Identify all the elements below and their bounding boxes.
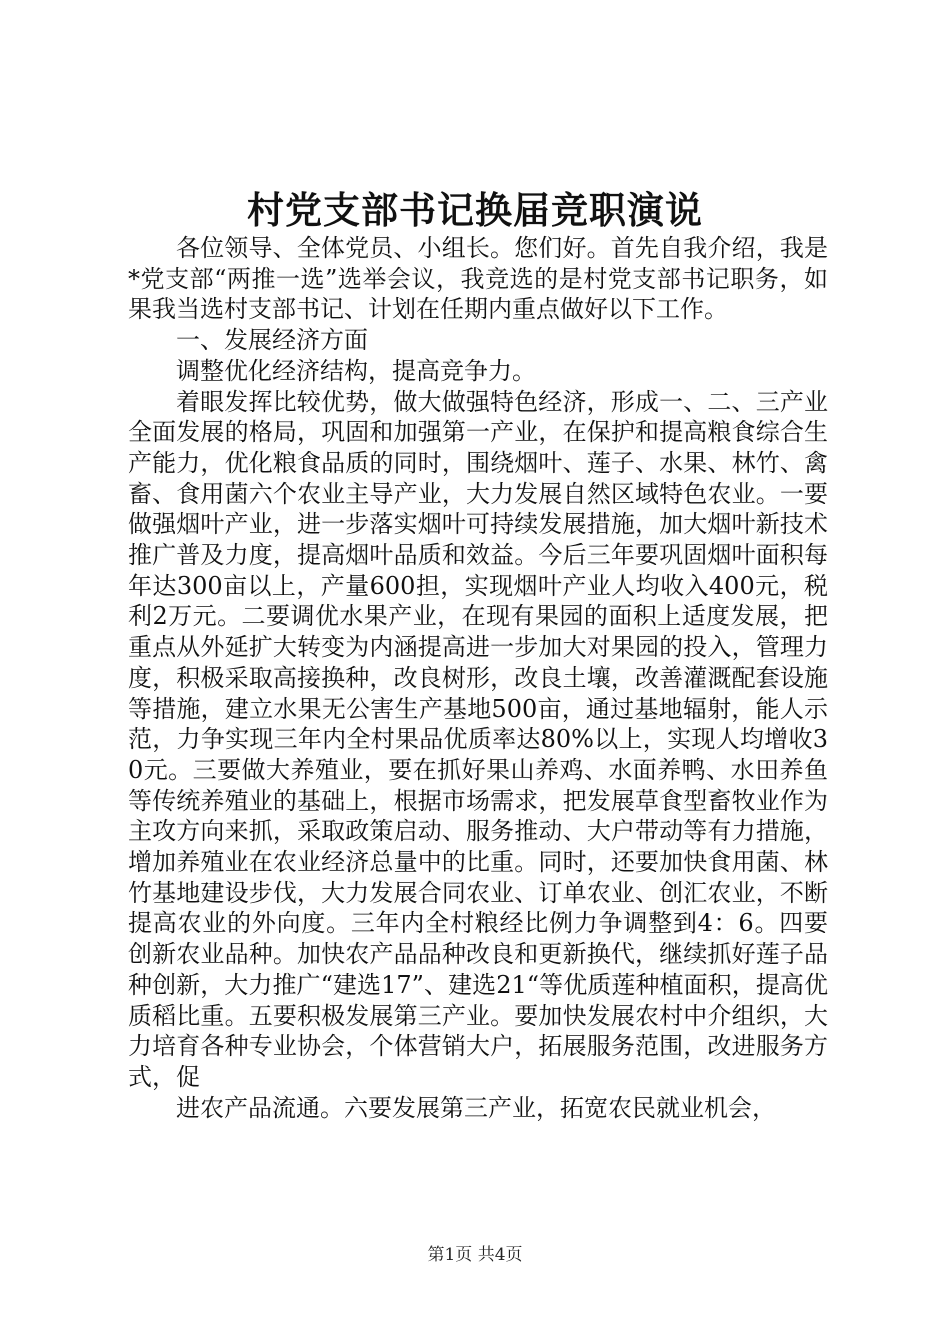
paragraph-greeting: 各位领导、全体党员、小组长。您们好。首先自我介绍，我是*党支部“两推一选”选举会议，我竞选的是村党支部书记职务，如果我当选村支部书记、计划在任期内重点做好以下工作。 [128,234,828,324]
section-heading: 一、发展经济方面 [176,326,368,355]
paragraph-subheading: 调整优化经济结构，提高竞争力。 [176,356,536,385]
paragraph-main: 着眼发挥比较优势，做大做强特色经济，形成一、二、三产业全面发展的格局，巩固和加强第一产业，在保护和提高粮食综合生产能力，优化粮食品质的同时，围绕烟叶、莲子、水果、林竹、禽畜、食用菌六个农业主导产业，大力发展自然区域特色农业。一要做强烟叶产业，进一步落实烟叶可持续发展措施，加大烟叶新技术推广普及力度，提高烟叶品质和效益。今后三年要巩固烟叶面积每年达300亩以上，产量600担，实现烟叶产业人均收入400元，税利2万元。二要调优水果产业，在现有果园的面积上适度发展，把重点从外延扩大转变为内涵提高进一步加大对果园的投入，管理力度，积极采取高接换种，改良树形，改良土壤，改善灌溉配套设施等措施，建立水果无公害生产基地500亩，通过基地辐射，能人示范，力争实现三年内全村果品优质率达80%以上，实现人均增收30元。三要做大养殖业，要在抓好果山养鸡、水面养鸭、水田养鱼等传统养殖业的基础上，根据市场需求，把发展草食型畜牧业作为主攻方向来抓，采取政策启动、服务推动、大户带动等有力措施，增加养殖业在农业经济总量中的比重。同时，还要加快食用菌、林竹基地建设步伐，大力发展合同农业、订单农业、创汇农业，不断提高农业的外向度。三年内全村粮经比例力争调整到4：6。四要创新农业品种。加快农产品品种改良和更新换代，继续抓好莲子品种创新，大力推广“建选17”、建选21“等优质莲种植面积，提高优质稻比重。五要积极发展第三产业。要加快发展农村中介组织，大力培育各种专业协会，个体营销大户，拓展服务范围，改进服务方式，促 [128,387,828,1091]
document-body [128,233,828,1123]
paragraph-continued: 进农产品流通。六要发展第三产业，拓宽农民就业机会， [176,1093,776,1122]
page-footer: 第1页 共4页 [427,1245,523,1265]
document-title: 村党支部书记换届竞职演说 [247,188,703,232]
